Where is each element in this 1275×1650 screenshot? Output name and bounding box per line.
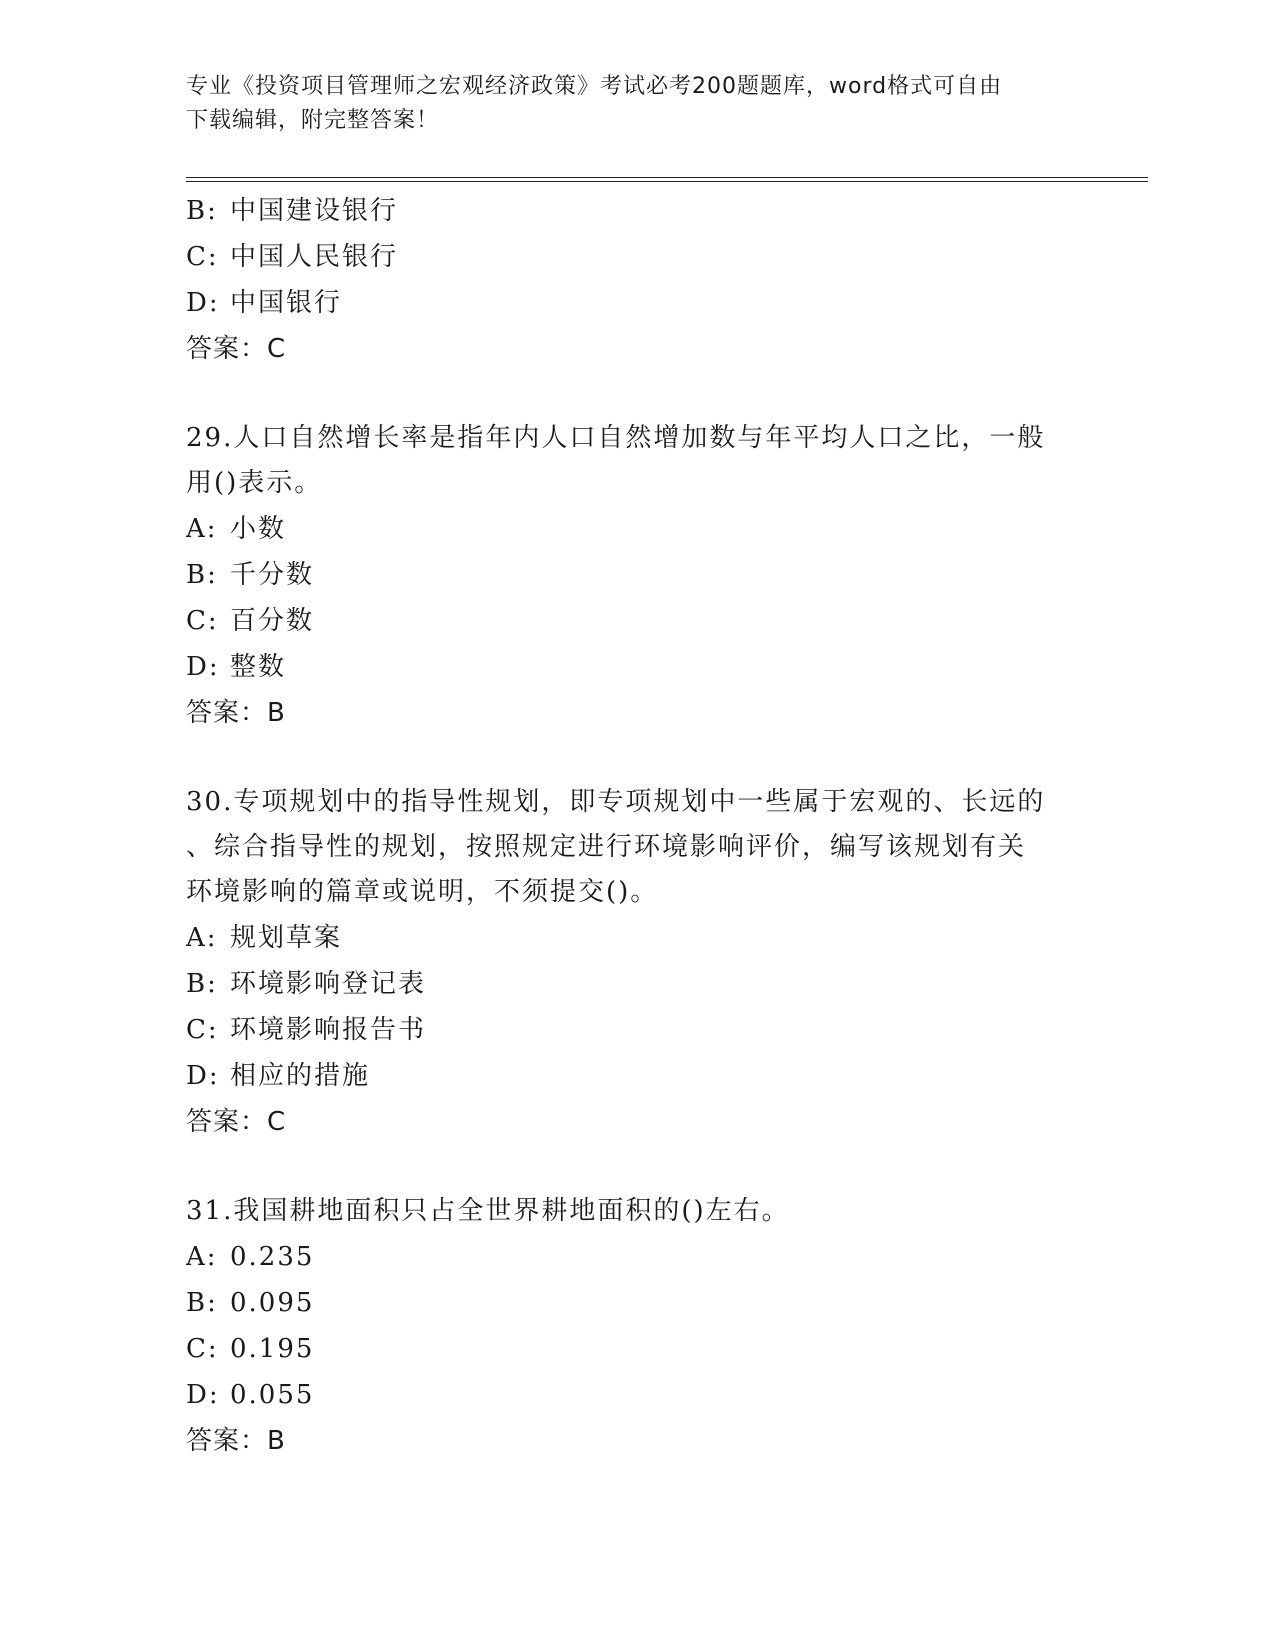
answer: 答案：C — [186, 1107, 287, 1137]
header-double-rule — [186, 177, 1148, 182]
answer: 答案：C — [186, 334, 287, 364]
option-c: C: 环境影响报告书 — [186, 1015, 427, 1045]
option-d: D: 相应的措施 — [186, 1061, 371, 1091]
option-b: B: 环境影响登记表 — [186, 969, 427, 999]
header-line-2: 下载编辑，附完整答案！ — [186, 108, 440, 133]
answer: 答案：B — [186, 1426, 286, 1456]
document-header — [186, 70, 1066, 138]
option-c: C: 百分数 — [186, 606, 315, 636]
question-text-line: 31.我国耕地面积只占全世界耕地面积的()左右。 — [186, 1196, 790, 1226]
option-a: A: 0.235 — [186, 1242, 315, 1272]
option-b: B: 0.095 — [186, 1288, 315, 1318]
option-b: B: 中国建设银行 — [186, 196, 399, 226]
continued-question — [186, 188, 1086, 372]
answer: 答案：B — [186, 698, 286, 728]
question-text-line: 29.人口自然增长率是指年内人口自然增加数与年平均人口之比，一般 — [186, 423, 1046, 453]
question-text-line: 30.专项规划中的指导性规划，即专项规划中一些属于宏观的、长远的 — [186, 787, 1046, 817]
question-30 — [186, 780, 1086, 1145]
question-list — [186, 188, 1086, 1464]
option-c: C: 0.195 — [186, 1334, 315, 1364]
option-d: D: 整数 — [186, 652, 287, 682]
question-text-line: 、综合指导性的规划，按照规定进行环境影响评价，编写该规划有关 — [186, 832, 1027, 862]
option-a: A: 小数 — [186, 514, 287, 544]
option-a: A: 规划草案 — [186, 923, 343, 953]
option-c: C: 中国人民银行 — [186, 242, 399, 272]
option-b: B: 千分数 — [186, 560, 315, 590]
question-29 — [186, 416, 1086, 736]
question-text-line: 环境影响的篇章或说明，不须提交()。 — [186, 877, 659, 907]
header-line-1: 专业《投资项目管理师之宏观经济政策》考试必考200题题库，word格式可自由 — [186, 74, 1003, 99]
option-d: D: 0.055 — [186, 1380, 315, 1410]
question-text-line: 用()表示。 — [186, 468, 323, 498]
question-31 — [186, 1189, 1086, 1464]
option-d: D: 中国银行 — [186, 288, 343, 318]
